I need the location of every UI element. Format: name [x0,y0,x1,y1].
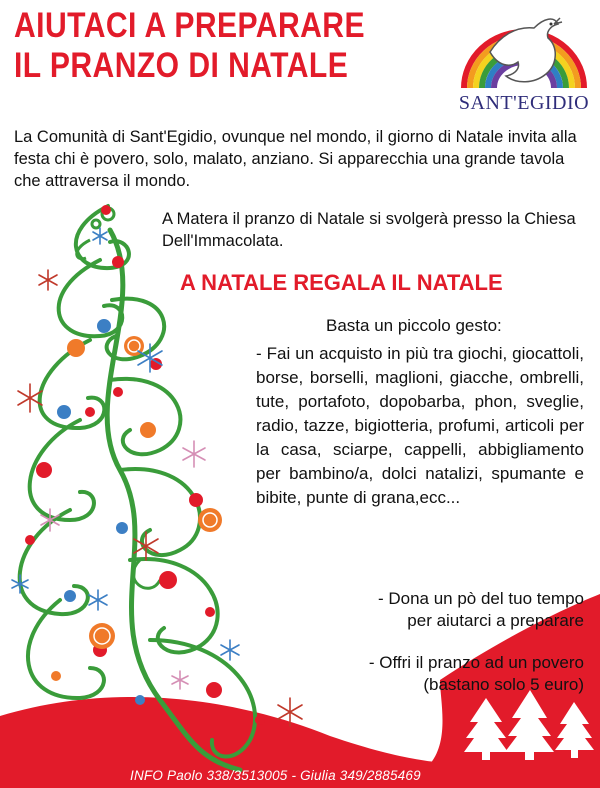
dona-line-2: per aiutarci a preparare [407,611,584,630]
santegidio-logo [454,6,594,116]
dove-rainbow-icon [454,6,594,96]
title-line-1: AIUTACI A PREPARARE [14,6,365,45]
headline: A NATALE REGALA IL NATALE [180,270,503,295]
footer-contact-info: INFO Paolo 338/3513005 - Giulia 349/2885469 [130,768,421,783]
offri-pranzo [284,652,584,696]
page-title [14,6,422,86]
offri-line-1: - Offri il pranzo ad un povero [368,653,584,672]
logo-label: SANT'EGIDIO [458,92,590,114]
basta-label: Basta un piccolo gesto: [326,316,502,335]
title-line-2: IL PRANZO DI NATALE [14,46,349,85]
intro-paragraph: La Comunità di Sant'Egidio, ovunque nel mondo, il giorno di Natale invita alla festa chi è povero, solo, malato, anziano. Si apparecchia una grande tavola che attraversa il mondo. [14,128,577,190]
gifts-list-text: - Fai un acquisto in più tra giochi, giocattoli, borse, borselli, maglioni, giacche, ombrelli, tute, portafoto, dopobarba, phon, sveglie, radio, tazze, bigiotteria, profumi, articoli per la casa, sciarpe, cappelli, abbigliamento per bambino/a, dolci natalizi, spumante e bibite, punte di grana,ecc... [256,344,584,507]
offri-line-2: (bastano solo 5 euro) [423,675,584,694]
dona-line-1: - Dona un pò del tuo tempo [377,589,584,608]
matera-paragraph: A Matera il pranzo di Natale si svolgerà presso la Chiesa Dell'Immacolata. [162,210,576,250]
dona-tempo [284,588,584,632]
